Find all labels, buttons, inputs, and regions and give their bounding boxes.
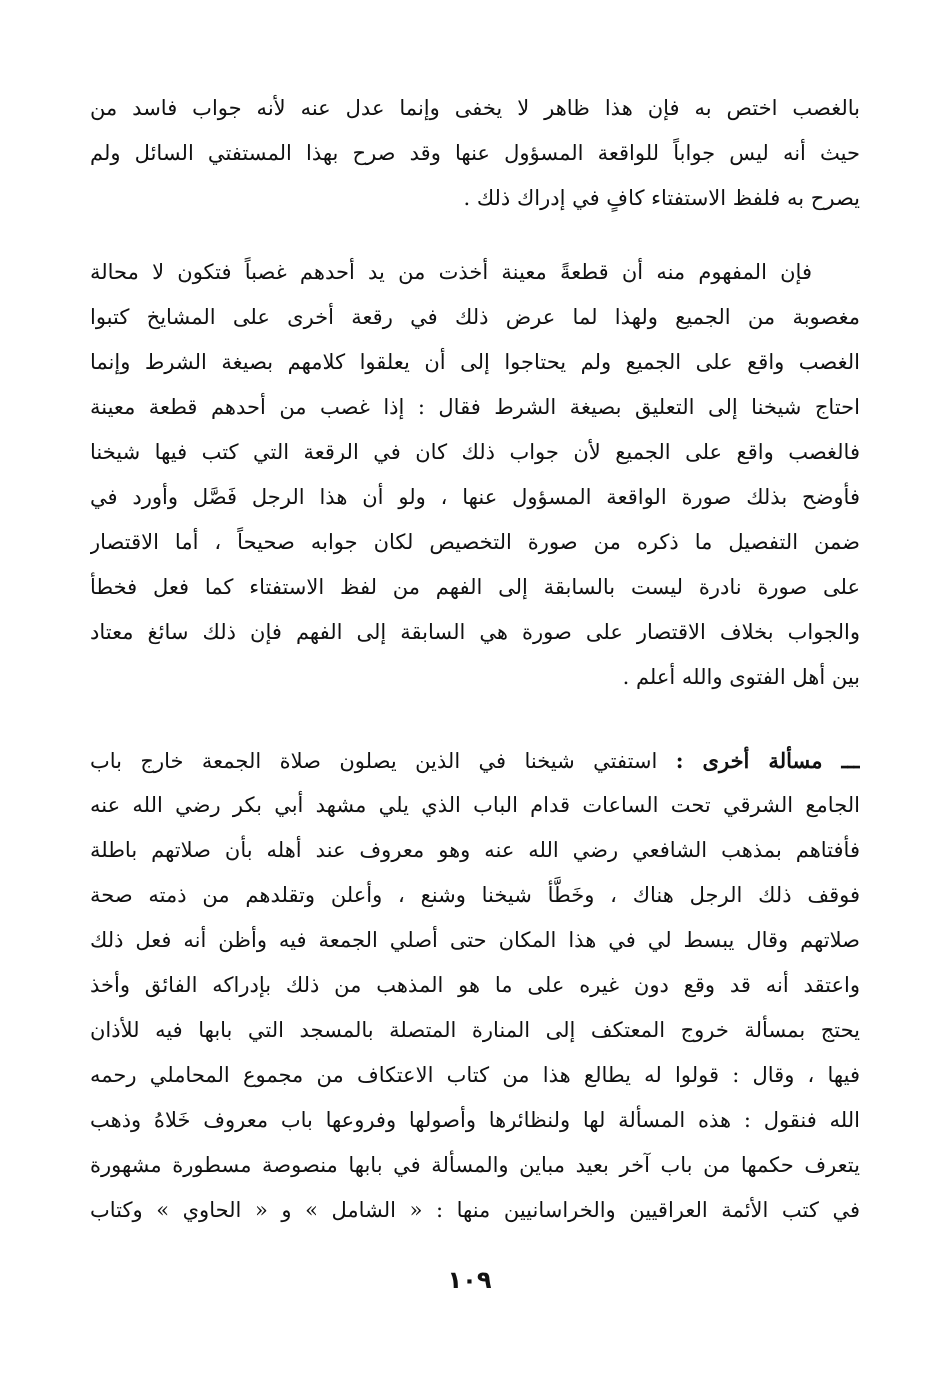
text-line: الله فنقول : هذه المسألة لها ولنظائرها وأصولها وفروعها باب معروف خَلاهُ وذهب [90,1108,860,1132]
text-line [90,738,860,783]
text-line: يتعرف حكمها من باب آخر بعيد مباين والمسألة في بابها منصوصة مسطورة مشهورة [90,1153,860,1177]
text-line: فيها ، وقال : قولوا له يطالع هذا من كتاب الاعتكاف من مجموع المحاملي رحمه [90,1063,860,1087]
text-line: حيث أنه ليس جواباً للواقعة المسؤول عنها وقد صرح بهذا المستفتي السائل ولم [90,141,860,165]
text-line: مغصوبة من الجميع ولهذا لما عرض ذلك في رقعة أخرى على المشايخ كتبوا [90,305,860,329]
text-line: يحتج بمسألة خروج المعتكف إلى المنارة المتصلة بالمسجد التي بابها فيه للأذان [90,1018,860,1042]
question-heading: ـــ مسألة أخرى : [675,748,860,773]
text-line: بالغصب اختص به فإن هذا ظاهر لا يخفى وإنما عدل عنه لأنه جواب فاسد من [90,96,860,120]
text-line: فأوضح بذلك صورة الواقعة المسؤول عنها ، ولو أن هذا الرجل فَصَّل وأورد في [90,485,860,509]
text-line: ضمن التفصيل ما ذكره من صورة التخصيص لكان جوابه صحيحاً ، أما الاقتصار [90,530,860,554]
text-line: فإن المفهوم منه أن قطعةً معينة أخذت من يد أحدهم غصباً فتكون لا محالة [90,260,812,284]
text-line: واعتقد أنه قد وقع دون غيره على ما هو المذهب من ذلك بإدراكه الفائق وأخذ [90,973,860,997]
text-line: والجواب بخلاف الاقتصار على صورة هي السابقة إلى الفهم فإن ذلك سائغ معتاد [90,620,860,644]
text-line: فوقف ذلك الرجل هناك ، وخَطَّأ شيخنا وشنع ، وأعلن وتقلدهم من ذمته صحة [90,883,860,907]
paragraph-continuation [90,86,860,221]
text-line: بين أهل الفتوى والله أعلم . [622,665,860,689]
text-line: الغصب واقع على الجميع ولم يحتاجوا إلى أن يعلقوا كلامهم بصيغة الشرط وإنما [90,350,860,374]
text-line: على صورة نادرة ليست بالسابقة إلى الفهم من لفظ الاستفتاء كما فعل فخطأ [90,575,860,599]
page-number: ١٠٩ [447,1266,492,1294]
text-line: صلاتهم وقال يبسط لي في هذا المكان حتى أصلي الجمعة فيه وأظن أنه فعل ذلك [90,928,860,952]
text-line: يصرح به فلفظ الاستفتاء كافٍ في إدراك ذلك . [463,186,860,210]
text-line: في كتب الأئمة العراقيين والخراسانيين منها : « الشامل » و « الحاوي » وكتاب [90,1198,860,1222]
question-text: استفتي شيخنا في الذين يصلون صلاة الجمعة خارج باب [90,749,658,773]
text-line: فأفتاهم بمذهب الشافعي رضي الله عنه وهو معروف عند أهله بأن صلاتهم باطلة [90,838,860,862]
text-line: فالغصب واقع على الجميع لأن جواب ذلك كان في الرقعة التي كتب فيها شيخنا [90,440,860,464]
paragraph-main [90,250,860,700]
text-line: الجامع الشرقي تحت الساعات قدام الباب الذي يلي مشهد أبي بكر رضي الله عنه [90,793,860,817]
paragraph-question [90,738,860,1233]
text-line: احتاج شيخنا إلى التعليق بصيغة الشرط فقال : إذا غصب من أحدهم قطعة معينة [90,395,860,419]
